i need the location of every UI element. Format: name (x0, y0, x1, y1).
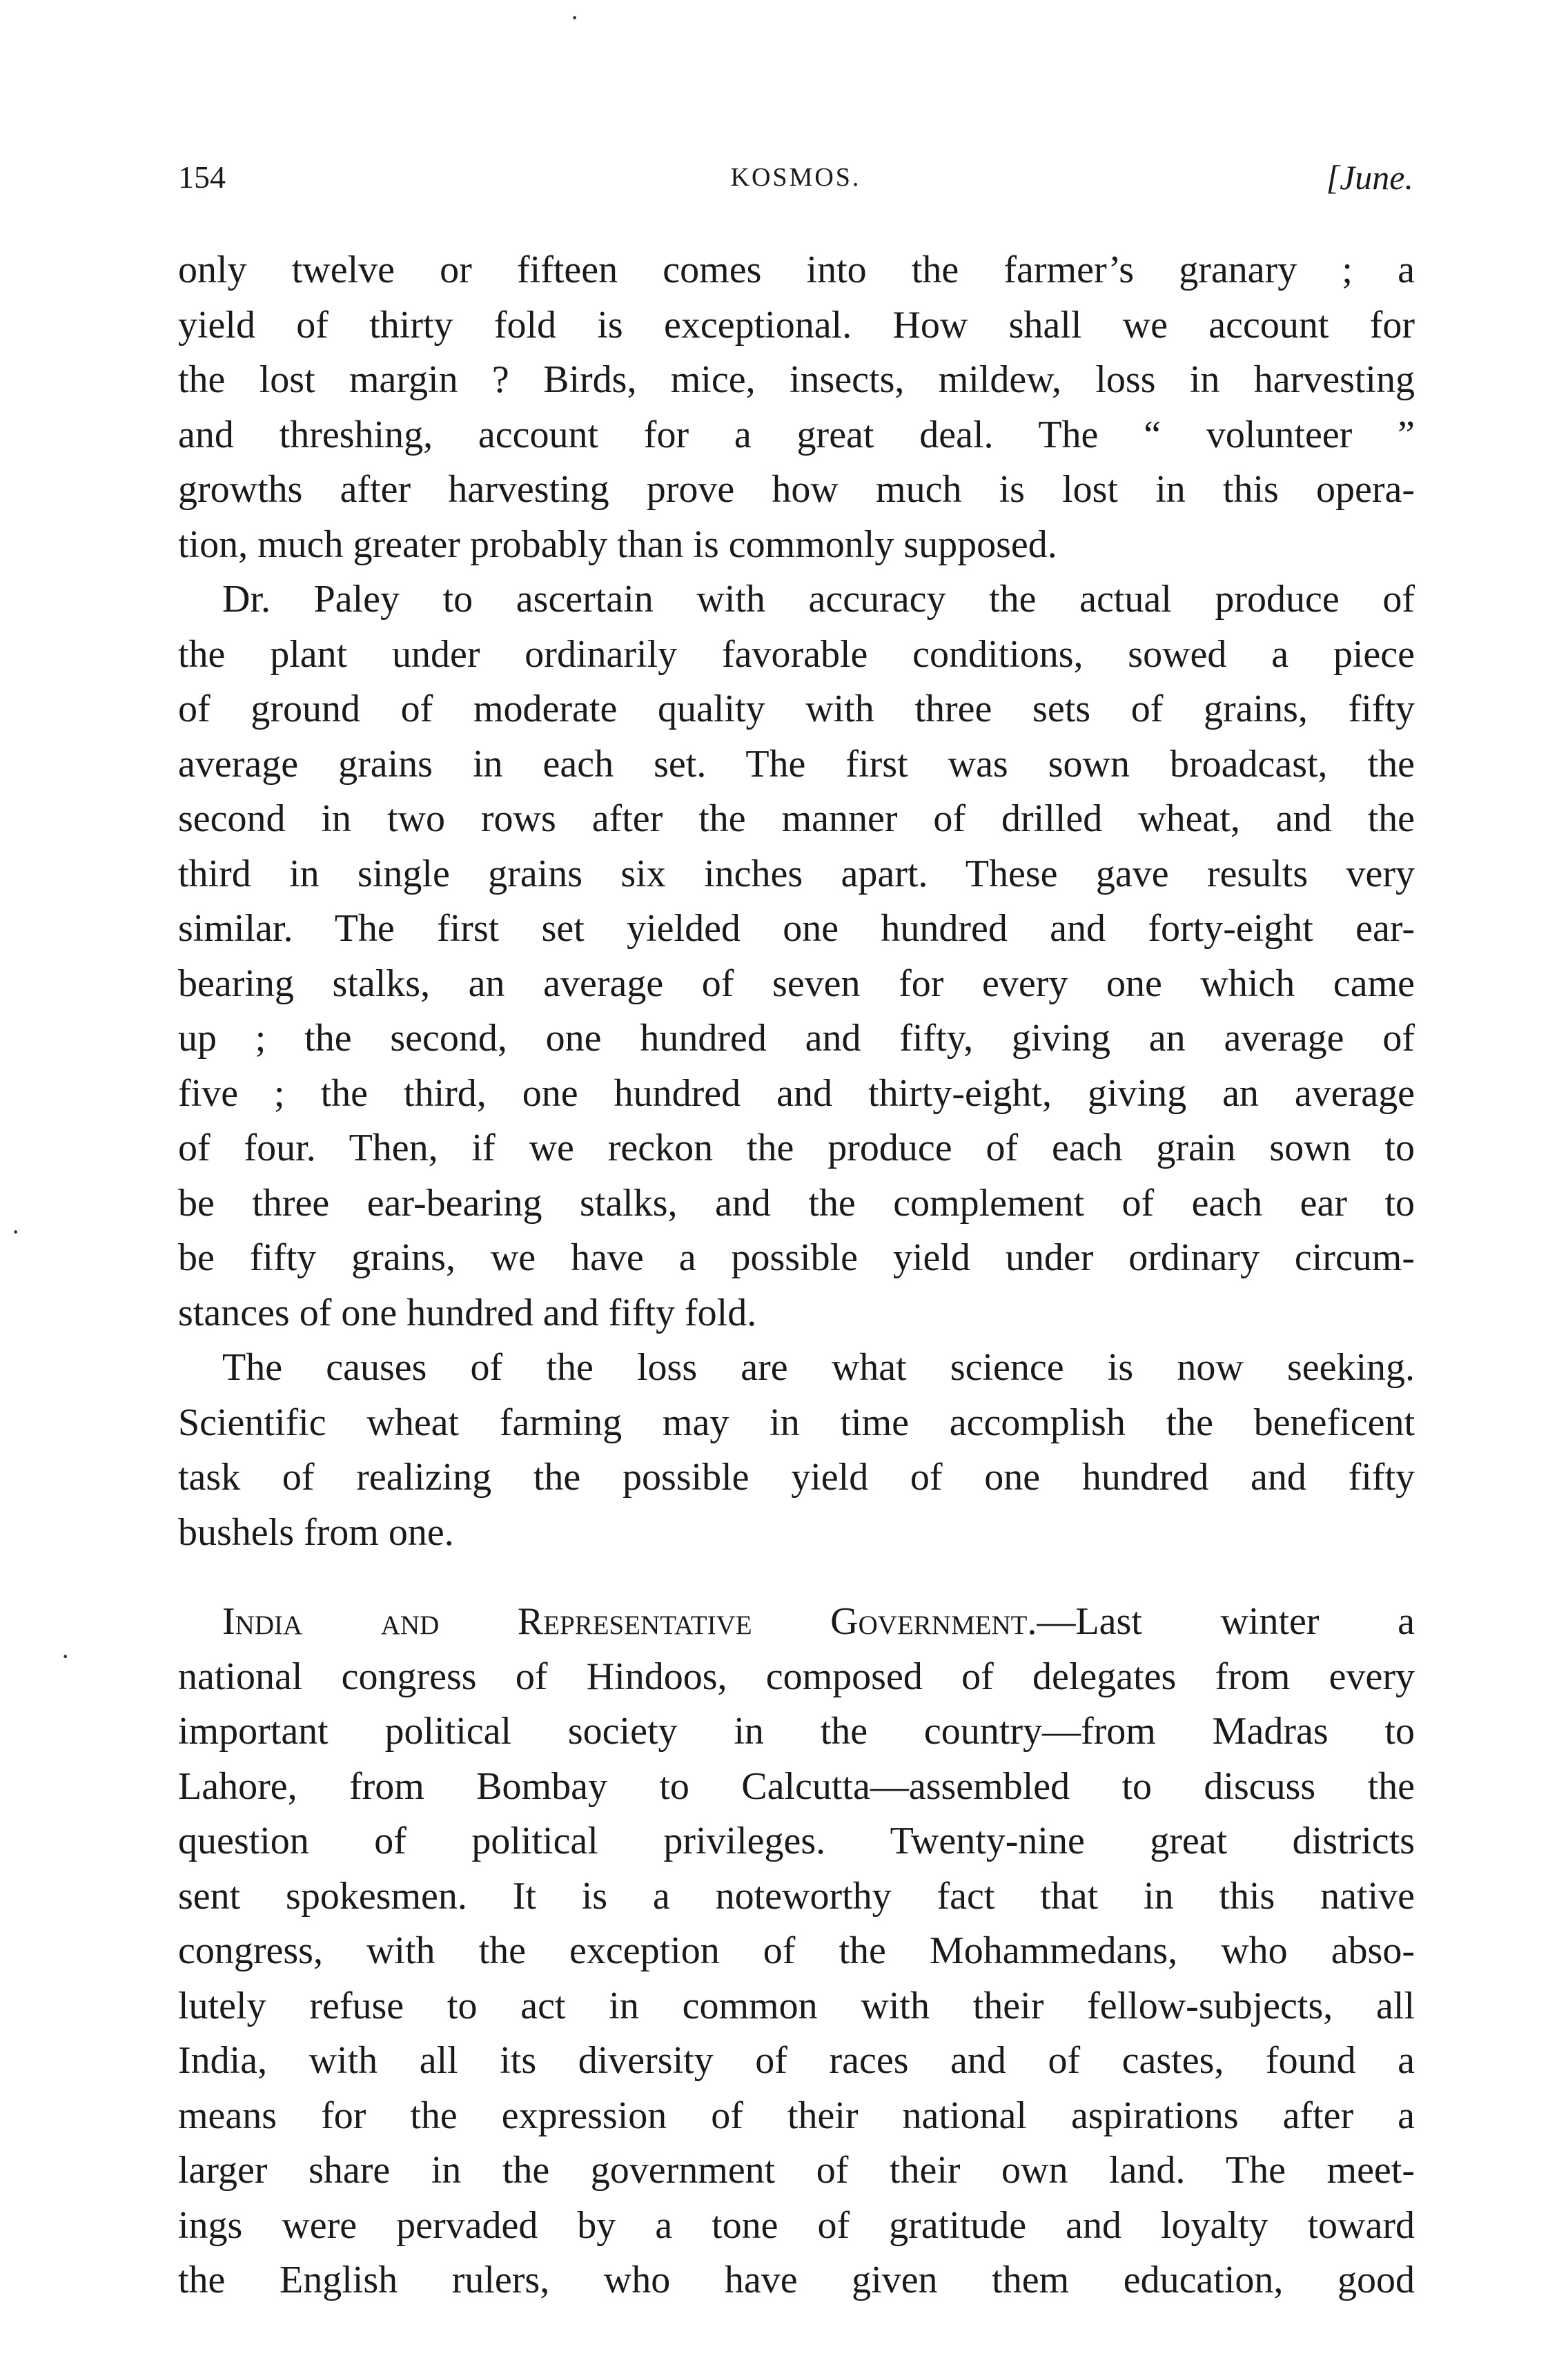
text-line: the plant under ordinarily favorable conditions, sowed a piece (178, 632, 1415, 676)
text-line: of ground of moderate quality with three sets of grains, fifty (178, 688, 1415, 730)
text-line: The causes of the loss are what science is now seeking. (222, 1346, 1415, 1389)
print-speck: · (11, 1216, 21, 1247)
text-line: Scientific wheat farming may in time accomplish the beneficent (178, 1401, 1415, 1444)
text-line: important political society in the country—from Madras to (178, 1710, 1415, 1753)
text-line: stances of one hundred and fifty fold. (178, 1291, 757, 1334)
text-line: growths after harvesting prove how much is lost in this opera- (178, 468, 1415, 511)
text-line: second in two rows after the manner of drilled wheat, and the (178, 797, 1415, 840)
text-line (178, 1595, 1415, 1650)
running-head (178, 153, 1413, 202)
text-line: ings were pervaded by a tone of gratitude and loyalty toward (178, 2203, 1415, 2247)
body-text (178, 243, 1415, 2308)
text-line: third in single grains six inches apart. These gave results very (178, 852, 1415, 895)
section-heading: India and Representative Government. (222, 1600, 1037, 1643)
text-line: five ; the third, one hundred and thirty-eight, giving an average (178, 1071, 1415, 1115)
text-line: bearing stalks, an average of seven for every one which came (178, 962, 1415, 1005)
journal-title: KOSMOS. (730, 163, 861, 192)
text-line: be fifty grains, we have a possible yield under ordinary circum- (178, 1236, 1415, 1279)
text-line: the lost margin ? Birds, mice, insects, mildew, loss in harvesting (178, 358, 1415, 401)
text-line: of four. Then, if we reckon the produce of each grain sown to (178, 1127, 1415, 1169)
text-line: Lahore, from Bombay to Calcutta—assembled to discuss the (178, 1764, 1415, 1808)
section-india (178, 1595, 1415, 2308)
paragraph (178, 243, 1415, 572)
text-line: larger share in the government of their own land. The meet- (178, 2149, 1415, 2192)
text-line: national congress of Hindoos, composed of delegates from every (178, 1655, 1415, 1698)
text-line: Dr. Paley to ascertain with accuracy the actual produce of (222, 578, 1415, 621)
text-line: means for the expression of their national aspirations after a (178, 2094, 1415, 2137)
text-line: only twelve or fifteen comes into the farmer’s granary ; a (178, 249, 1415, 291)
text-line: India, with all its diversity of races and of castes, found a (178, 2039, 1415, 2082)
text-line: question of political privileges. Twenty-nine great districts (178, 1820, 1415, 1862)
text-line: congress, with the exception of the Mohammedans, who abso- (178, 1929, 1415, 1972)
page-number: 154 (178, 159, 226, 195)
text-line: and threshing, account for a great deal. The “ volunteer ” (178, 413, 1415, 456)
text-line: task of realizing the possible yield of one hundred and fifty (178, 1456, 1415, 1499)
print-speck: · (570, 2, 580, 33)
paragraph (178, 1341, 1415, 1560)
text-line: be three ear-bearing stalks, and the complement of each ear to (178, 1181, 1415, 1225)
section-gap (178, 1560, 1415, 1595)
text-line: bushels from one. (178, 1510, 454, 1554)
section-lead-text: —Last winter a (1037, 1600, 1415, 1643)
month-label: [June. (1326, 158, 1413, 197)
text-line: sent spokesmen. It is a noteworthy fact that in this native (178, 1874, 1415, 1918)
text-line: similar. The first set yielded one hundred and forty-eight ear- (178, 907, 1415, 950)
print-speck: · (61, 1641, 70, 1672)
text-line: yield of thirty fold is exceptional. How shall we account for (178, 303, 1415, 347)
text-line: the English rulers, who have given them education, good (178, 2259, 1415, 2301)
paragraph (178, 572, 1415, 1341)
text-line: average grains in each set. The first was sown broadcast, the (178, 742, 1415, 786)
text-line: up ; the second, one hundred and fifty, giving an average of (178, 1017, 1415, 1060)
text-line: tion, much greater probably than is commonly supposed. (178, 523, 1057, 566)
text-line: lutely refuse to act in common with their fellow-subjects, all (178, 1984, 1415, 2027)
